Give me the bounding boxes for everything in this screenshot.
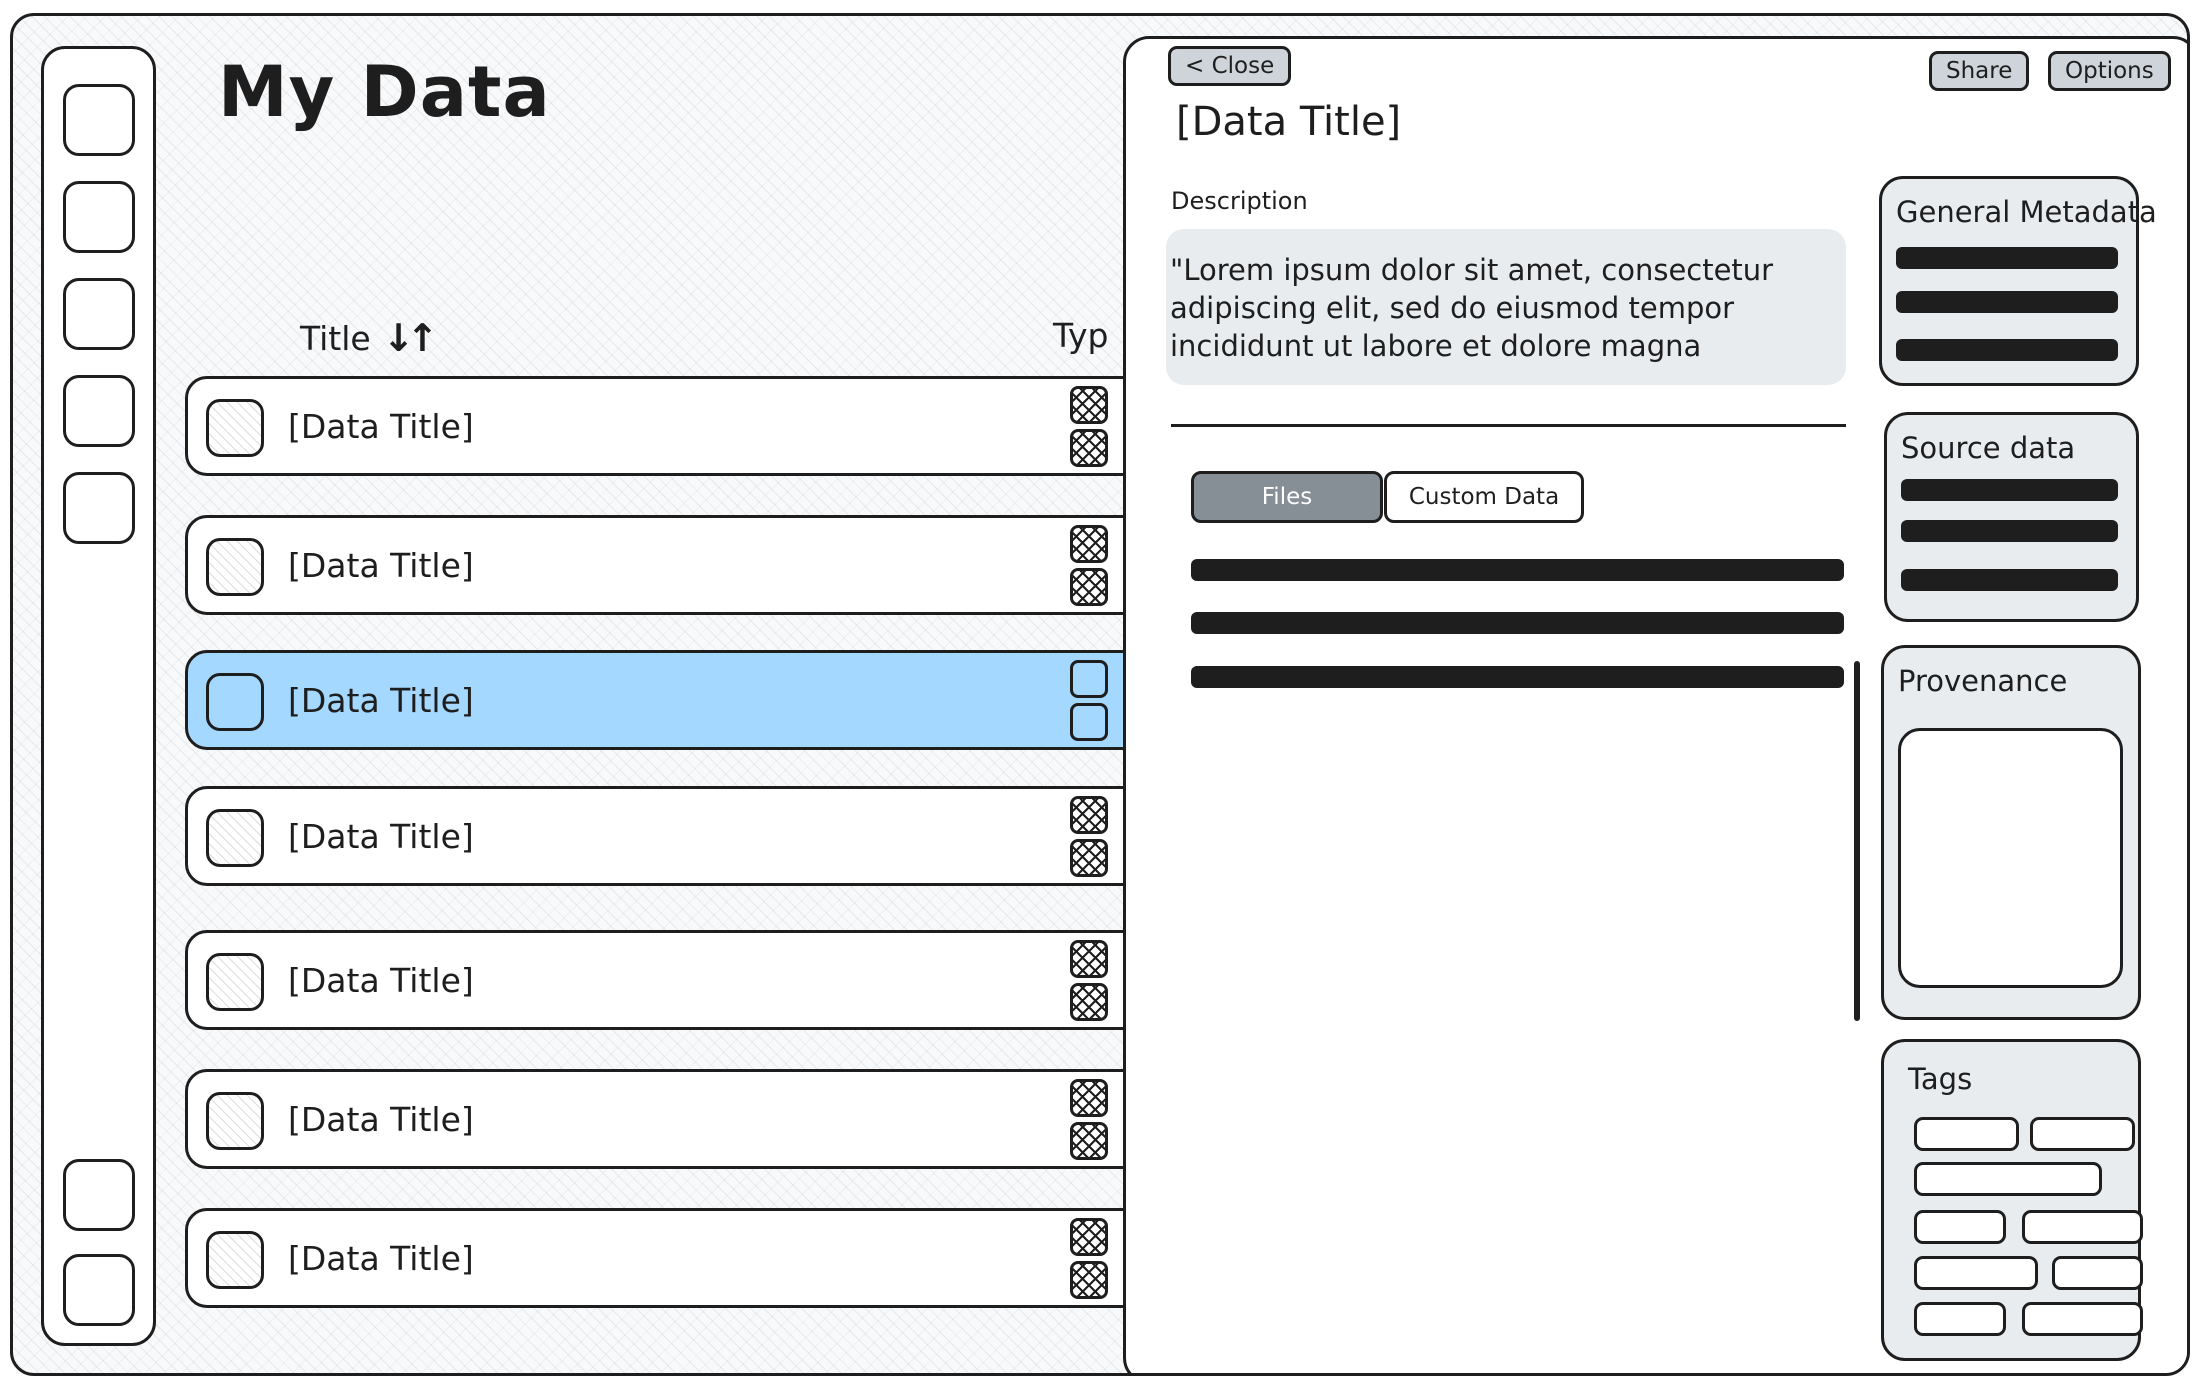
nav-rail xyxy=(41,46,156,1346)
type-icon xyxy=(1070,525,1108,563)
description-label: Description xyxy=(1171,187,1308,215)
nav-rail-button-2[interactable] xyxy=(63,181,135,253)
type-icon xyxy=(1070,1122,1108,1160)
list-item[interactable] xyxy=(185,930,1145,1030)
metadata-placeholder xyxy=(1896,247,2118,269)
type-column-header[interactable] xyxy=(1053,316,1109,355)
type-icon xyxy=(1070,983,1108,1021)
type-icon xyxy=(1070,1218,1108,1256)
tag-chip[interactable] xyxy=(1914,1162,2102,1196)
nav-rail-button-1[interactable] xyxy=(63,84,135,156)
description-text: "Lorem ipsum dolor sit amet, consectetur adipiscing elit, sed do eiusmod tempor incididunt ut labore et dolore magna xyxy=(1166,229,1846,385)
general-metadata-card xyxy=(1879,176,2157,386)
type-icon xyxy=(1070,796,1108,834)
metadata-placeholder xyxy=(1896,291,2118,313)
list-item-title: [Data Title] xyxy=(288,961,474,1000)
title-column-header[interactable] xyxy=(300,316,430,360)
list-item-title: [Data Title] xyxy=(288,1100,474,1139)
thumbnail-placeholder-icon xyxy=(206,673,264,731)
list-item-selected[interactable] xyxy=(185,650,1145,750)
detail-panel xyxy=(1123,36,2190,1376)
thumbnail-placeholder-icon xyxy=(206,809,264,867)
list-item[interactable] xyxy=(185,786,1145,886)
list-item-title: [Data Title] xyxy=(288,407,474,446)
type-header-label: Typ xyxy=(1053,316,1109,355)
options-button[interactable]: Options xyxy=(2048,51,2171,91)
type-icon xyxy=(1070,1079,1108,1117)
sort-arrows-icon[interactable]: ↓↑ xyxy=(382,316,431,360)
list-item[interactable] xyxy=(185,1069,1145,1169)
title-header-label: Title xyxy=(300,318,371,358)
tag-chip[interactable] xyxy=(2052,1256,2143,1290)
type-icon xyxy=(1070,703,1108,741)
type-icon xyxy=(1070,1261,1108,1299)
type-icon xyxy=(1070,568,1108,606)
tab-custom-data[interactable]: Custom Data xyxy=(1384,471,1584,523)
tags-card xyxy=(1881,1039,2141,1361)
file-entry-placeholder[interactable] xyxy=(1191,559,1844,581)
thumbnail-placeholder-icon xyxy=(206,1092,264,1150)
type-icon xyxy=(1070,429,1108,467)
file-entry-placeholder[interactable] xyxy=(1191,666,1844,688)
source-placeholder xyxy=(1901,520,2118,542)
tag-chip[interactable] xyxy=(1914,1256,2038,1290)
tag-chip[interactable] xyxy=(2022,1210,2143,1244)
page-title: My Data xyxy=(218,51,551,133)
provenance-card xyxy=(1881,645,2141,1020)
thumbnail-placeholder-icon xyxy=(206,1231,264,1289)
list-item-title: [Data Title] xyxy=(288,1239,474,1278)
list-item[interactable] xyxy=(185,376,1145,476)
source-data-card xyxy=(1884,412,2139,622)
metadata-placeholder xyxy=(1896,339,2118,361)
source-data-title: Source data xyxy=(1901,431,2076,465)
tags-title: Tags xyxy=(1908,1062,1973,1096)
provenance-graph[interactable] xyxy=(1898,728,2123,988)
tag-chip[interactable] xyxy=(1914,1210,2006,1244)
thumbnail-placeholder-icon xyxy=(206,399,264,457)
list-item-title: [Data Title] xyxy=(288,817,474,856)
type-icon xyxy=(1070,660,1108,698)
nav-rail-button-4[interactable] xyxy=(63,375,135,447)
type-icon xyxy=(1070,940,1108,978)
detail-title: [Data Title] xyxy=(1176,99,1402,145)
nav-rail-button-5[interactable] xyxy=(63,472,135,544)
file-entry-placeholder[interactable] xyxy=(1191,612,1844,634)
list-item-title: [Data Title] xyxy=(288,546,474,585)
source-placeholder xyxy=(1901,479,2118,501)
type-icon xyxy=(1070,839,1108,877)
source-placeholder xyxy=(1901,569,2118,591)
share-button[interactable]: Share xyxy=(1929,51,2029,91)
divider xyxy=(1171,424,1846,427)
type-icon xyxy=(1070,386,1108,424)
list-item[interactable] xyxy=(185,1208,1145,1308)
nav-rail-button-7[interactable] xyxy=(63,1254,135,1326)
tag-chip[interactable] xyxy=(2022,1302,2143,1336)
thumbnail-placeholder-icon xyxy=(206,538,264,596)
tag-chip[interactable] xyxy=(1914,1117,2019,1151)
scrollbar[interactable] xyxy=(1854,661,1860,1021)
thumbnail-placeholder-icon xyxy=(206,953,264,1011)
nav-rail-button-6[interactable] xyxy=(63,1159,135,1231)
general-metadata-title: General Metadata xyxy=(1896,195,2157,229)
app-window xyxy=(10,13,2190,1376)
nav-rail-button-3[interactable] xyxy=(63,278,135,350)
close-button[interactable]: < Close xyxy=(1168,46,1291,86)
tag-chip[interactable] xyxy=(2030,1117,2135,1151)
provenance-title: Provenance xyxy=(1898,664,2068,698)
tab-files[interactable]: Files xyxy=(1191,471,1383,523)
list-item-title: [Data Title] xyxy=(288,681,474,720)
list-item[interactable] xyxy=(185,515,1145,615)
tag-chip[interactable] xyxy=(1914,1302,2006,1336)
